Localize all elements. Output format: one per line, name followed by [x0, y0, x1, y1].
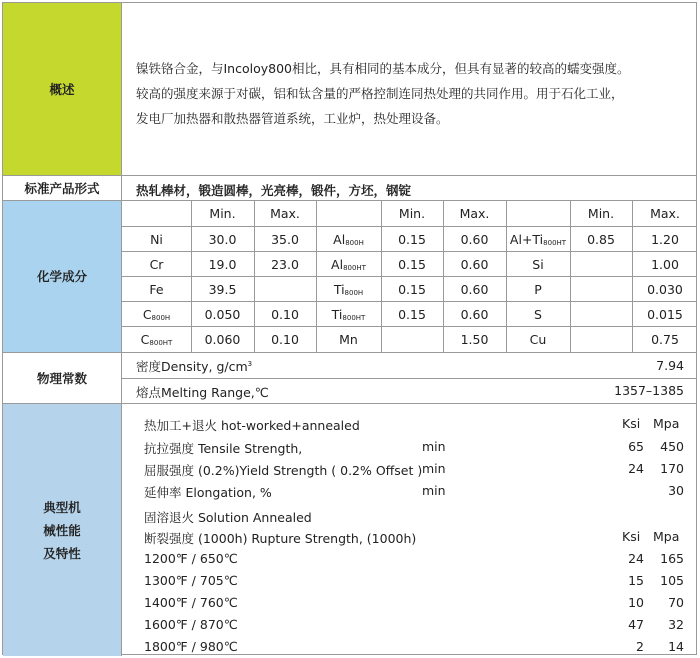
chem-value-cell: 30.0 [208, 232, 237, 247]
chem-value-cell: 0.85 [587, 232, 615, 247]
mech-label-line-1: 典型机 [43, 499, 81, 515]
chem-value-cell: 0.15 [398, 307, 426, 322]
chem-element-cell: Cr [149, 257, 164, 272]
chem-element-cell: $Al+Ti_{800HT}$ [509, 232, 567, 247]
property-name: 延伸率 Elongation, % [144, 485, 272, 500]
chem-value-cell: 1.20 [651, 232, 679, 247]
chem-element-cell: $C_{800HT}$ [140, 332, 173, 347]
property-name: 抗拉强度 Tensile Strength, [144, 441, 303, 456]
spec-table [2, 2, 697, 655]
overview-section [3, 3, 696, 176]
rupture-ksi: 10 [628, 595, 644, 610]
overview-line-3: 发电厂加热器和散热器管道系统，工业炉，热处理设备。 [136, 111, 449, 126]
chem-value-cell: 0.050 [204, 307, 241, 322]
property-min-label: min [422, 461, 446, 476]
rupture-temperature: 1400℉ / 760℃ [144, 595, 238, 610]
property-name: 屈服强度 (0.2%)Yield Strength ( 0.2% Offset ) [144, 463, 423, 478]
property-mpa: 170 [660, 461, 684, 476]
mech-section [3, 404, 696, 656]
mech-label-line-2: 械性能 [43, 522, 81, 538]
chem-value-cell: 35.0 [271, 232, 299, 247]
chem-element-cell: Ni [150, 232, 163, 247]
chem-value-cell: 0.060 [204, 332, 241, 347]
ksi-header-1: Ksi [622, 416, 641, 431]
property-ksi: 24 [628, 461, 644, 476]
forms-section [3, 176, 696, 201]
chem-element-cell: S [534, 307, 542, 322]
rupture-ksi: 2 [636, 639, 644, 654]
chem-element-cell: $Ti_{800HT}$ [331, 307, 366, 322]
property-mpa: 450 [660, 439, 684, 454]
overview-label: 概述 [3, 3, 122, 175]
chem-value-cell: 39.5 [208, 282, 237, 297]
density-value: 7.94 [656, 358, 684, 373]
property-ksi: 65 [628, 439, 644, 454]
chem-element-cell: $C_{800H}$ [142, 307, 171, 322]
melting-value: 1357–1385 [614, 383, 684, 398]
solution-annealed-title: 固溶退火 Solution Annealed [144, 510, 312, 525]
melting-label: 熔点Melting Range,℃ [136, 385, 269, 400]
rupture-ksi: 24 [628, 551, 644, 566]
density-label: 密度Density, $g/cm^3$ [136, 359, 253, 374]
chem-element-cell: $Al_{800HT}$ [331, 257, 366, 272]
rupture-temperature: 1600℉ / 870℃ [144, 617, 238, 632]
rupture-mpa: 32 [668, 617, 684, 632]
chem-section [3, 201, 696, 353]
chem-element-cell: $Al_{800H}$ [333, 232, 364, 247]
ksi-header-2: Ksi [622, 529, 641, 544]
rupture-mpa: 70 [668, 595, 684, 610]
chem-header-max-3: Max. [650, 206, 680, 221]
chem-value-cell: 0.10 [271, 332, 299, 347]
chem-grid [122, 201, 696, 352]
rupture-mpa: 14 [668, 639, 684, 654]
chem-element-cell: Si [532, 257, 544, 272]
rupture-title: 断裂强度 (1000h) Rupture Strength, (1000h) [144, 531, 417, 546]
hot-worked-title: 热加工+退火 hot-worked+annealed [144, 418, 360, 433]
rupture-mpa: 165 [660, 551, 684, 566]
property-mpa: 30 [668, 483, 684, 498]
chem-element-cell: Cu [529, 332, 547, 347]
property-min-label: min [422, 439, 446, 454]
chem-value-cell: 0.10 [271, 307, 299, 322]
chem-value-cell: 1.00 [651, 257, 679, 272]
chem-value-cell: 23.0 [271, 257, 299, 272]
chem-element-cell: P [534, 282, 542, 297]
chem-value-cell: 0.60 [460, 282, 489, 297]
chem-value-cell: 0.15 [398, 257, 426, 272]
mpa-header-1: Mpa [653, 416, 680, 431]
forms-text: 热轧棒材，锻造圆棒，光亮棒，锻件，方坯，钢锭 [136, 183, 412, 198]
rupture-ksi: 47 [628, 617, 644, 632]
chem-header-min-1: Min. [209, 206, 236, 221]
rupture-mpa: 105 [660, 573, 684, 588]
rupture-temperature: 1300℉ / 705℃ [144, 573, 238, 588]
mech-label-line-3: 及特性 [43, 545, 81, 561]
overview-line-2: 较高的强度来源于对碳，铝和钛含量的严格控制连同热处理的共同作用。用于石化工业， [136, 86, 624, 101]
chem-element-cell: Fe [149, 282, 164, 297]
chem-value-cell: 0.015 [647, 307, 683, 322]
phys-section [3, 353, 696, 404]
chem-header-max-1: Max. [270, 206, 300, 221]
chem-header-max-2: Max. [459, 206, 490, 221]
chem-value-cell: 0.15 [398, 282, 426, 297]
rupture-ksi: 15 [628, 573, 644, 588]
property-min-label: min [422, 483, 446, 498]
chem-value-cell: 0.15 [398, 232, 426, 247]
chem-value-cell: 0.60 [460, 307, 489, 322]
chem-value-cell: 0.60 [460, 232, 489, 247]
chem-value-cell: 1.50 [460, 332, 489, 347]
chem-value-cell: 0.75 [651, 332, 679, 347]
phys-label: 物理常数 [3, 353, 122, 403]
mech-label [3, 404, 122, 656]
mpa-header-2: Mpa [653, 529, 680, 544]
chem-element-cell: $Ti_{800H}$ [333, 282, 364, 297]
chem-value-cell: 19.0 [208, 257, 237, 272]
chem-label: 化学成分 [3, 201, 122, 352]
chem-value-cell: 0.60 [460, 257, 489, 272]
chem-header-min-3: Min. [587, 206, 615, 221]
chem-header-min-2: Min. [398, 206, 426, 221]
overview-line-1: 镍铁铬合金，与Incoloy800相比，具有相同的基本成分，但具有显著的较高的蠕变强度。 [136, 61, 630, 76]
chem-element-cell: Mn [339, 332, 358, 347]
rupture-temperature: 1200℉ / 650℃ [144, 551, 238, 566]
chem-value-cell: 0.030 [647, 282, 683, 297]
rupture-temperature: 1800℉ / 980℃ [144, 639, 238, 654]
forms-label: 标准产品形式 [3, 176, 122, 200]
